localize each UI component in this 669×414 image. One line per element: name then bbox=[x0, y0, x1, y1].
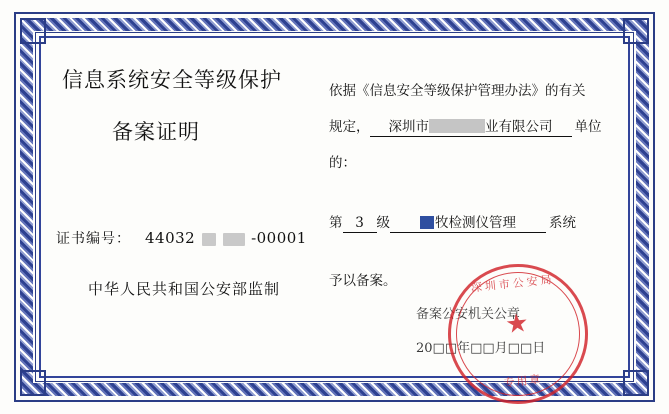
system-name-field bbox=[390, 214, 546, 233]
grade-label-suffix: 级 bbox=[376, 215, 390, 231]
seal-top-text: 深圳市公安局 bbox=[470, 272, 556, 295]
corner-ornament-top-left bbox=[20, 18, 46, 44]
body-line-5-text: 予以备案。 bbox=[329, 273, 397, 289]
seal-authority-label: 备案公安机关公章 bbox=[416, 307, 521, 322]
company-name-field bbox=[370, 118, 572, 137]
body-line-2 bbox=[329, 112, 625, 142]
certificate-body-text bbox=[329, 76, 625, 296]
certificate-title-line-1: 信息系统安全等级保护 bbox=[62, 68, 282, 92]
certificate-number-prefix: 44032 bbox=[145, 229, 196, 247]
body-line-4 bbox=[329, 208, 625, 238]
corner-ornament-top-right bbox=[623, 18, 649, 44]
certificate-number-row bbox=[56, 228, 307, 248]
company-name-prefix: 深圳市 bbox=[388, 119, 429, 135]
grade-label-prefix: 第 bbox=[329, 215, 343, 231]
certificate-title-line-2: 备案证明 bbox=[112, 120, 200, 144]
certificate-content bbox=[44, 42, 625, 390]
issuing-authority: 中华人民共和国公安部监制 bbox=[88, 280, 281, 298]
grade-value-field: 3 bbox=[343, 214, 377, 233]
corner-ornament-bottom-left bbox=[20, 370, 46, 396]
redaction-block bbox=[202, 233, 216, 246]
system-name-text: 牧检测仪管理 bbox=[435, 215, 516, 231]
star-icon: ★ bbox=[503, 307, 531, 341]
certificate-number-label: 证书编号： bbox=[56, 231, 131, 247]
redaction-block bbox=[420, 216, 434, 229]
body-line-3-text: 的： bbox=[329, 155, 356, 171]
body-line-3 bbox=[329, 148, 625, 178]
body-line-2-suffix: 单位 bbox=[574, 119, 602, 135]
body-line-1 bbox=[329, 76, 625, 106]
corner-ornament-bottom-right bbox=[623, 370, 649, 396]
seal-date-label: 20□□年□□月□□日 bbox=[416, 341, 546, 356]
certificate-number-value bbox=[145, 229, 307, 247]
certificate-title-block bbox=[54, 64, 306, 146]
certificate-number-suffix: -00001 bbox=[251, 229, 307, 247]
body-line-1-text: 依据《信息安全等级保护管理办法》的有关 bbox=[329, 83, 586, 99]
body-line-2-prefix: 规定， bbox=[329, 119, 370, 135]
seal-bottom-text: 专用章 bbox=[502, 372, 544, 390]
system-label-suffix: 系统 bbox=[549, 215, 576, 231]
company-name-suffix: 业有限公司 bbox=[485, 119, 553, 135]
redaction-block bbox=[429, 119, 485, 133]
redaction-block bbox=[223, 233, 245, 246]
